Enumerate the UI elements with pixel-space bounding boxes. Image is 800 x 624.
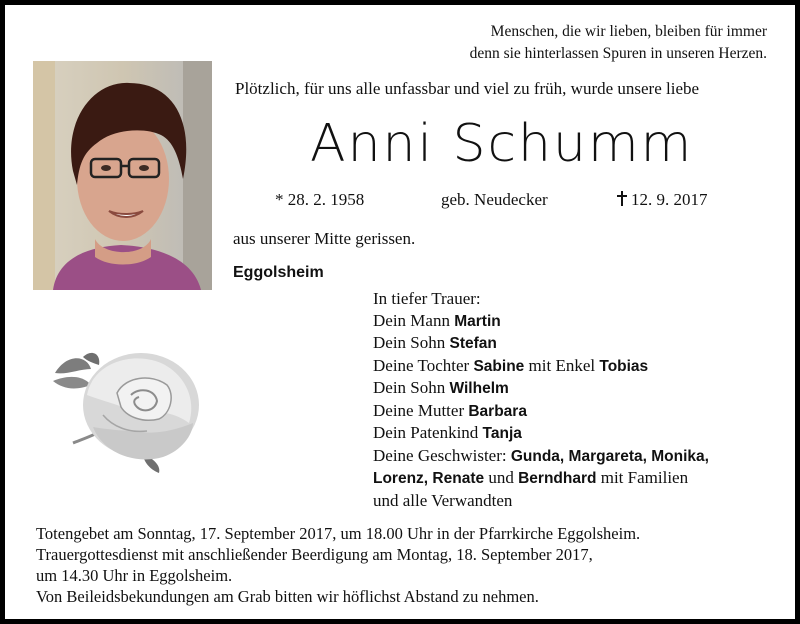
intro-text: Plötzlich, für uns alle unfassbar und viel zu früh, wurde unsere liebe xyxy=(235,79,700,98)
cross-icon xyxy=(617,191,627,206)
quote-line-1: Menschen, die wir lieben, bleiben für immer xyxy=(490,23,767,40)
relation-label: Deine Mutter xyxy=(373,400,465,420)
list-item xyxy=(373,377,709,400)
quote-line-2: denn sie hinterlassen Spuren in unseren Herzen. xyxy=(469,45,767,62)
birth-date: * 28. 2. 1958 xyxy=(275,190,365,209)
rose-icon xyxy=(43,335,203,475)
list-item xyxy=(373,355,709,378)
mourner-name: Gunda, Margareta, Monika, xyxy=(510,447,709,465)
relation-label: mit Familien xyxy=(600,468,689,487)
mourner-name: Stefan xyxy=(449,335,497,352)
funeral-line-1: Totengebet am Sonntag, 17. September 2017, um 18.00 Uhr in der Pfarrkirche Eggolsheim. xyxy=(36,524,641,543)
mourner-name: Tanja xyxy=(482,425,522,442)
relation-label: Dein Mann xyxy=(373,310,450,330)
relation-label: Deine Tochter xyxy=(373,355,470,375)
mourners-heading: In tiefer Trauer: xyxy=(373,289,481,308)
relation-label: Dein Patenkind xyxy=(373,423,479,442)
mourner-name: Berndhard xyxy=(518,470,597,487)
conjunction: und xyxy=(488,468,514,487)
mourner-name: Tobias xyxy=(599,357,649,375)
list-item xyxy=(373,445,709,468)
list-item xyxy=(373,467,709,490)
mourners-list xyxy=(373,288,709,511)
mourner-name: Martin xyxy=(454,312,501,330)
list-item: und alle Verwandten xyxy=(373,490,513,510)
mourner-name: Wilhelm xyxy=(449,380,509,397)
memorial-quote xyxy=(470,21,767,65)
relation-label: Dein Sohn xyxy=(373,378,446,397)
mourner-name: Lorenz, Renate xyxy=(373,470,485,487)
list-item xyxy=(373,400,709,423)
town-name: Eggolsheim xyxy=(233,264,324,281)
death-date-row xyxy=(617,190,708,210)
funeral-line-3: um 14.30 Uhr in Eggolsheim. xyxy=(36,566,233,585)
list-item xyxy=(373,332,709,355)
portrait-photo xyxy=(33,61,212,290)
relation-label: Deine Geschwister: xyxy=(373,445,507,465)
relation-label: Dein Sohn xyxy=(373,333,446,352)
funeral-line-2: Trauergottesdienst mit anschließender Beerdigung am Montag, 18. September 2017, xyxy=(36,545,593,564)
mourner-name: Barbara xyxy=(468,402,527,420)
list-item xyxy=(373,422,709,445)
funeral-line-4: Von Beileidsbekundungen am Grab bitten wir höflichst Abstand zu nehmen. xyxy=(36,587,539,606)
obituary-notice xyxy=(5,5,795,619)
deceased-name: Anni Schumm xyxy=(310,114,694,174)
maiden-name: geb. Neudecker xyxy=(441,190,548,209)
mourner-name: Sabine xyxy=(473,357,525,375)
taken-text: aus unserer Mitte gerissen. xyxy=(233,229,416,248)
funeral-details xyxy=(36,523,640,607)
list-item xyxy=(373,310,709,333)
relation-label: mit Enkel xyxy=(528,355,596,375)
death-date: 12. 9. 2017 xyxy=(631,190,708,209)
